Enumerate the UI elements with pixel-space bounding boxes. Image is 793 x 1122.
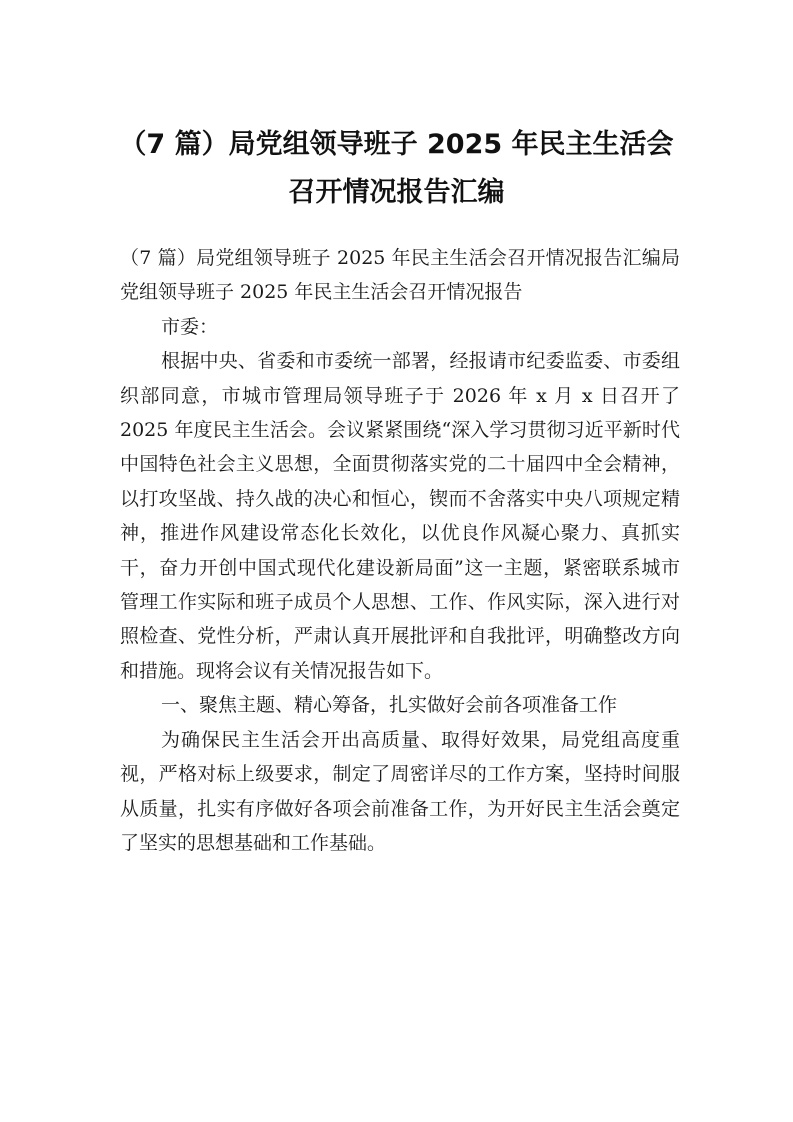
salutation: 市委：	[161, 315, 219, 338]
section-heading: 一、聚焦主题、精心筹备，扎实做好会前各项准备工作	[161, 694, 618, 717]
body-paragraph: 根据中央、省委和市委统一部署，经报请市纪委监委、市委组织部同意，市城市管理局领导班子于 2026 年 x 月 x 日召开了 2025 年度民主生活会。会议紧紧围绕“深入学习贯彻习近平新时代中国特色社会主义思想，全面贯彻落实党的二十届四中全会精神，以打攻坚战、持久战的决心和恒心，锲而不舍落实中央八项规定精神，推进作风建设常态化长效化，以优良作风凝心聚力、真抓实干，奋力开创中国式现代化建设新局面”这一主题，紧密联系城市管理工作实际和班子成员个人思想、工作、作风实际，深入进行对照检查、党性分析，严肃认真开展批评和自我批评，明确整改方向和措施。现将会议有关情况报告如下。	[120, 350, 680, 682]
document-title-line-1: （7 篇）局党组领导班子 2025 年民主生活会	[119, 129, 674, 160]
body-paragraph: 为确保民主生活会开出高质量、取得好效果，局党组高度重视，严格对标上级要求，制定了周密详尽的工作方案，坚持时间服从质量，扎实有序做好各项会前准备工作，为开好民主生活会奠定了坚实的思想基础和工作基础。	[120, 728, 680, 854]
document-subtitle: （7 篇）局党组领导班子 2025 年民主生活会召开情况报告汇编局党组领导班子 2025 年民主生活会召开情况报告	[120, 247, 680, 304]
document-body	[120, 241, 680, 860]
document-title-line-2: 召开情况报告汇编	[288, 177, 505, 208]
